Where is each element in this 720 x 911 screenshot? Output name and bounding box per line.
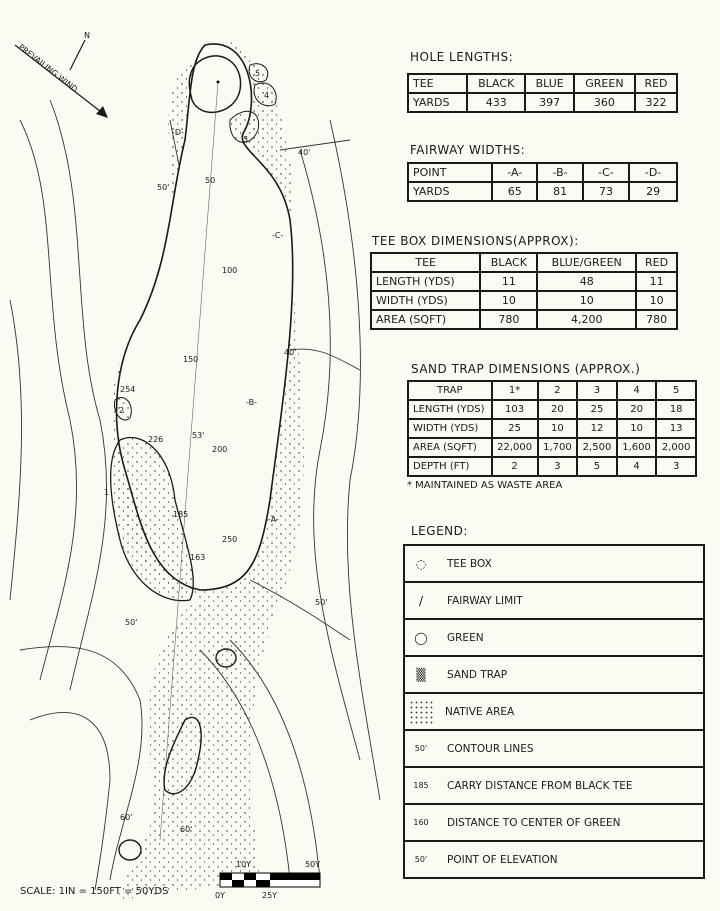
cell: WIDTH (YDS) [371,291,480,310]
cell: 10 [537,291,636,310]
scale-tick: 10Y [236,860,252,869]
cell: 2,500 [577,438,617,457]
distance-marker: 100 [222,266,238,275]
contour-label: 50' [315,598,328,607]
elevation-point: 53' [192,431,205,440]
cell: 360 [574,93,635,112]
legend-item: ◌ TEE BOX [405,546,703,583]
cell: 29 [629,182,677,201]
cell: 5 [656,381,696,400]
cell: 20 [538,400,578,419]
cell: 2,000 [656,438,696,457]
cell: 10 [480,291,537,310]
tee-box-black [119,840,141,860]
scale-label: SCALE: 1IN = 150FT = 50YDS [20,886,169,897]
cell: 12 [577,419,617,438]
cell: 322 [635,93,677,112]
green-icon: ◯ [414,630,428,645]
cell: POINT [408,163,492,182]
cell: 11 [636,272,677,291]
cell: TRAP [408,381,492,400]
cell: 3 [656,457,696,476]
scale-tick: 0Y [215,891,225,900]
cell: LENGTH (YDS) [371,272,480,291]
fairway-widths-table [407,162,678,202]
distance-marker: 250 [222,535,238,544]
contour-label: 50' [125,618,138,627]
cell: 10 [617,419,657,438]
cell: BLACK [467,74,526,93]
distance-marker: 150 [183,355,199,364]
legend-item: 185 CARRY DISTANCE FROM BLACK TEE [405,768,703,805]
legend-item: 50' CONTOUR LINES [405,731,703,768]
contour-lines-icon: 50' [414,744,428,753]
cell: 22,000 [492,438,538,457]
cell: 433 [467,93,526,112]
cell: 11 [480,272,537,291]
scale-tick: 50Y [305,860,321,869]
cell: 65 [492,182,537,201]
cell: WIDTH (YDS) [408,419,492,438]
scale-tick: 25Y [262,891,278,900]
fairway-point: -A- [268,515,279,524]
legend-item: ◯ GREEN [405,620,703,657]
cell: -B- [537,163,582,182]
cell: 3 [577,381,617,400]
cell: 2 [538,381,578,400]
cell: GREEN [574,74,635,93]
cell: 10 [538,419,578,438]
cell: TEE [371,253,480,272]
cell: BLUE [525,74,573,93]
cell: 1,700 [538,438,578,457]
fairway-point: -B- [246,398,257,407]
cell: BLACK [480,253,537,272]
cell: 103 [492,400,538,419]
legend [403,544,705,879]
wind-label: Prevailing Wind [16,42,80,95]
cell: 4,200 [537,310,636,329]
fairway-point: -C- [272,231,284,240]
cell: 25 [492,419,538,438]
contour-label: 40' [284,348,297,357]
carry-marker: 163 [190,553,206,562]
sand-trap-title: SAND TRAP DIMENSIONS (APPROX.) [411,362,641,376]
trap-number: 2 [119,406,125,415]
distance-marker: 200 [212,445,228,454]
distance-marker-icon: 160 [413,818,429,827]
cell: 3 [538,457,578,476]
cell: 20 [617,400,657,419]
cell: LENGTH (YDS) [408,400,492,419]
cell: RED [636,253,677,272]
cell: 2 [492,457,538,476]
fairway-widths-title: FAIRWAY WIDTHS: [410,143,526,157]
cell: 397 [525,93,573,112]
contour-label: 50' [157,183,170,192]
cell: 25 [577,400,617,419]
carry-marker: 226 [148,435,164,444]
carry-marker: 254 [120,385,136,394]
tee-box-title: TEE BOX DIMENSIONS(APPROX): [372,234,579,248]
legend-title: LEGEND: [411,524,468,538]
legend-item: 50' POINT OF ELEVATION [405,842,703,877]
contour-label: 60' [120,813,133,822]
contour-label: 40' [298,148,311,157]
cell: 1,600 [617,438,657,457]
carry-distance-icon: 185 [413,781,429,790]
cell: TEE [408,74,467,93]
cell: -C- [583,163,629,182]
cell: 4 [617,381,657,400]
cell: 5 [577,457,617,476]
cell: YARDS [408,182,492,201]
legend-item: 160 DISTANCE TO CENTER OF GREEN [405,805,703,842]
scale-bar [220,873,320,887]
cell: 48 [537,272,636,291]
legend-item: ▒ SAND TRAP [405,657,703,694]
cell: RED [635,74,677,93]
trap-number: 1 [104,488,110,497]
fairway-point: -D- [172,128,184,137]
cell: 13 [656,419,696,438]
cell: 780 [636,310,677,329]
cell: 81 [537,182,582,201]
cell: 780 [480,310,537,329]
cell: AREA (SQFT) [371,310,480,329]
cell: -A- [492,163,537,182]
native-area-icon [409,700,435,724]
cell: DEPTH (FT) [408,457,492,476]
tee-box-icon: ◌ [415,556,427,571]
fairway-limit-icon: / [418,593,424,608]
carry-marker: 185 [173,510,189,519]
cell: YARDS [408,93,467,112]
trap-number: 3 [243,135,249,144]
north-label: N [84,31,90,40]
sand-trap-table [407,380,697,477]
cell: 73 [583,182,629,201]
distance-marker: 50 [205,176,216,185]
legend-item: / FAIRWAY LIMIT [405,583,703,620]
elevation-point-icon: 50' [414,855,428,864]
cell: AREA (SQFT) [408,438,492,457]
cell: -D- [629,163,677,182]
cell: 4 [617,457,657,476]
cell: BLUE/GREEN [537,253,636,272]
contour-label: 60' [180,825,193,834]
hole-lengths-table [407,73,678,113]
tee-box-table [370,252,678,330]
sand-trap-footnote: * MAINTAINED AS WASTE AREA [407,480,563,491]
cell: 10 [636,291,677,310]
legend-item: NATIVE AREA [405,694,703,731]
trap-number: 5 [255,69,261,78]
cell: 1* [492,381,538,400]
trap-number: 4 [264,91,270,100]
cell: 18 [656,400,696,419]
sand-trap-icon: ▒ [416,667,426,682]
hole-lengths-title: HOLE LENGTHS: [410,50,514,64]
